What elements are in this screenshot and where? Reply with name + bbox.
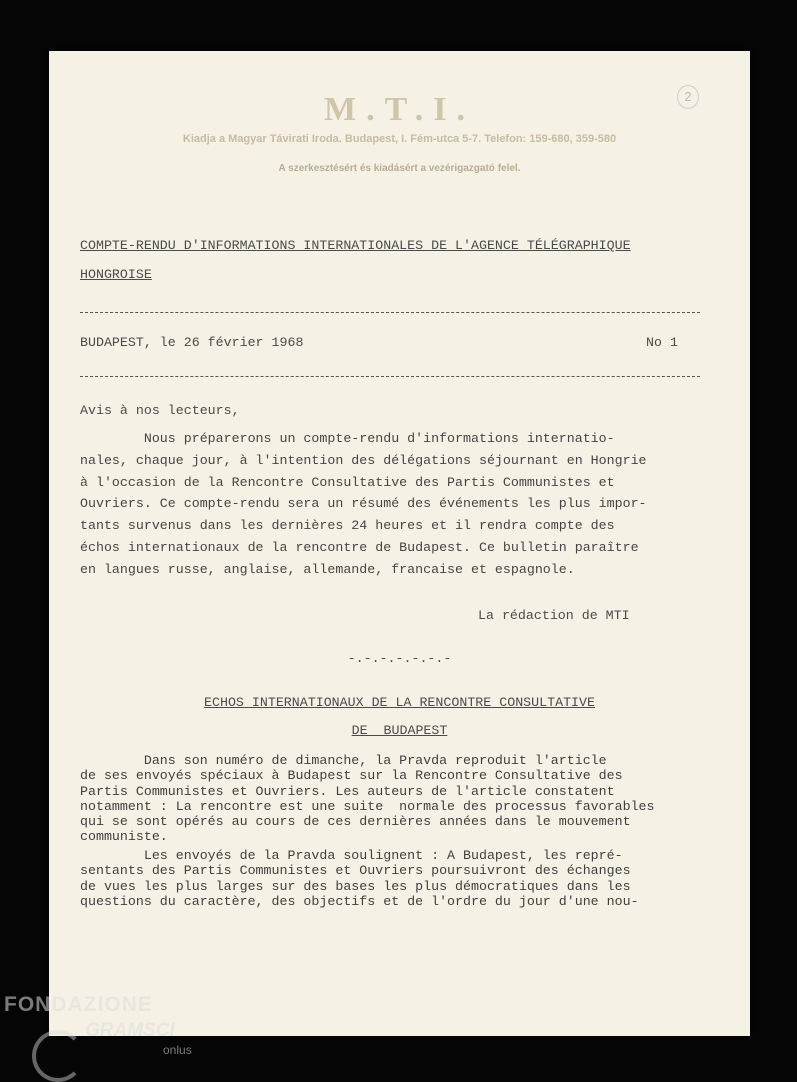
paragraph-line: Partis Communistes et Ouvriers. Les auteurs de l'article constatent — [80, 783, 615, 799]
paragraph-line: Dans son numéro de dimanche, la Pravda reproduit l'article — [80, 753, 607, 768]
section-paragraph-2 — [80, 848, 730, 909]
watermark-line2: GRAMSCI — [85, 1020, 175, 1041]
paragraph-line: de vues les plus larges sur des bases les plus démocratiques dans les — [80, 878, 631, 894]
notice-line: Ouvriers. Ce compte-rendu sera un résumé des événements les plus impor- — [80, 496, 647, 512]
notice-body — [80, 428, 720, 581]
watermark-line1: FONDAZIONE — [4, 993, 153, 1016]
document-title-line2: HONGROISE — [80, 267, 152, 282]
notice-signature: La rédaction de MTI — [478, 608, 630, 623]
notice-salutation: Avis à nos lecteurs, — [80, 403, 240, 418]
document-page — [49, 51, 750, 1036]
paragraph-line: de ses envoyés spéciaux à Budapest sur la Rencontre Consultative des — [80, 768, 623, 784]
masthead-responsibility-line: A szerkesztésért és kiadásért a vezérigazgató felel. — [278, 163, 521, 174]
watermark-logo-icon — [32, 1030, 84, 1082]
paragraph-line: Les envoyés de la Pravda soulignent : A Budapest, les repré- — [80, 848, 623, 863]
document-title-line1: COMPTE-RENDU D'INFORMATIONS INTERNATIONALES DE L'AGENCE TÉLÉGRAPHIQUE — [80, 238, 631, 253]
bottom-rule — [80, 376, 700, 377]
watermark-line3: onlus — [163, 1043, 192, 1057]
paragraph-line: sentants des Partis Communistes et Ouvriers poursuivront des échanges — [80, 863, 631, 879]
notice-line: à l'occasion de la Rencontre Consultative des Partis Communistes et — [80, 474, 615, 490]
masthead-publisher-line: Kiadja a Magyar Távirati Iroda. Budapest, I. Fém-utca 5-7. Telefon: 159-680, 359-580 — [182, 133, 617, 145]
section-heading-line1: ECHOS INTERNATIONAUX DE LA RENCONTRE CONSULTATIVE — [204, 695, 595, 710]
page-number-mark: 2 — [677, 85, 699, 109]
notice-line: tants survenus dans les dernières 24 heures et il rendra compte des — [80, 518, 615, 534]
notice-line: échos internationaux de la rencontre de Budapest. Ce bulletin paraître — [80, 539, 639, 555]
paragraph-line: qui se sont opérés au cours de ces dernières années dans le mouvement — [80, 814, 631, 830]
paragraph-line: communiste. — [80, 829, 168, 845]
separator: -.-.-.-.-.-.- — [347, 651, 452, 666]
section-paragraph-1 — [80, 753, 730, 845]
paragraph-line: questions du caractère, des objectifs et de l'ordre du jour d'une nou- — [80, 893, 639, 909]
masthead-title: M.T.I. — [324, 91, 475, 128]
section-heading-line2: DE BUDAPEST — [351, 723, 448, 738]
notice-line: en langues russe, anglaise, allemande, francaise et espagnole. — [80, 561, 575, 577]
dateline: BUDAPEST, le 26 février 1968 — [80, 335, 304, 350]
issue-number: No 1 — [646, 335, 678, 350]
notice-line: Nous préparerons un compte-rendu d'informations internatio- — [80, 431, 615, 446]
paragraph-line: notamment : La rencontre est une suite normale des processus favorables — [80, 798, 655, 814]
notice-line: nales, chaque jour, à l'intention des délégations séjournant en Hongrie — [80, 452, 647, 468]
top-rule — [80, 312, 700, 313]
